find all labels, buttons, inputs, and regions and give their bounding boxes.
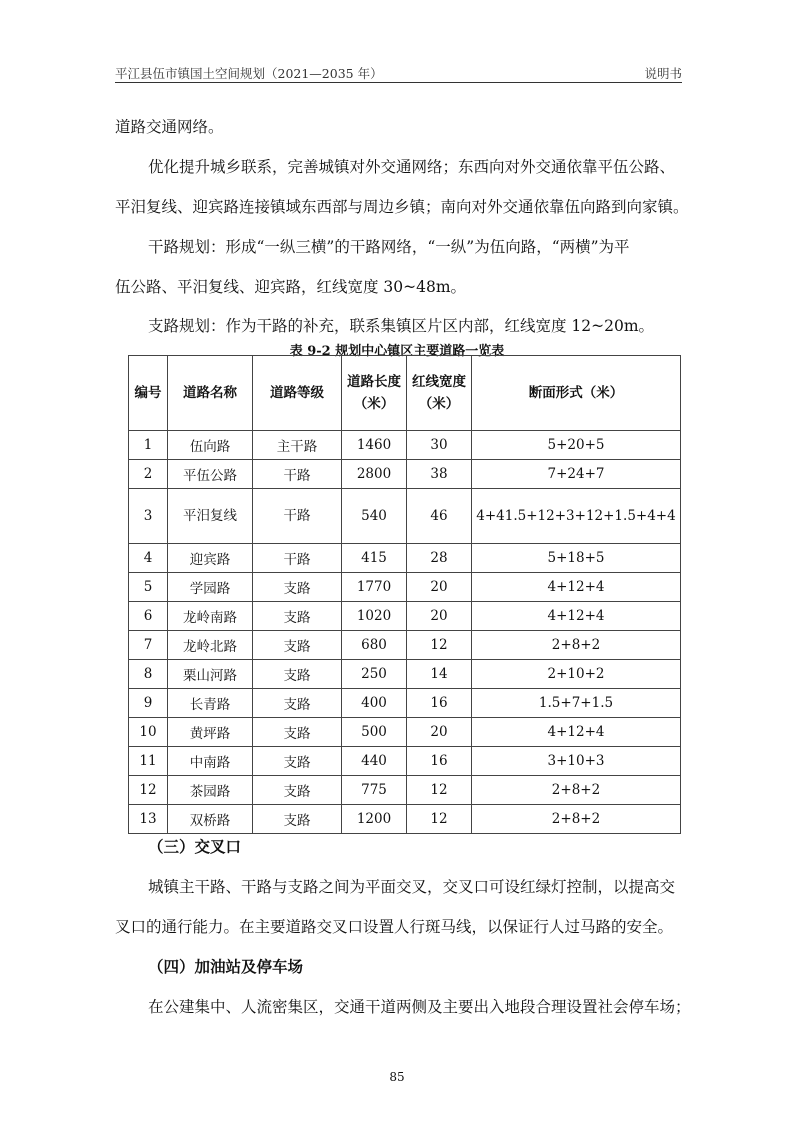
col-header: 编号 (129, 356, 168, 431)
table-cell: 栗山河路 (168, 660, 253, 689)
col-header: 道路等级 (253, 356, 342, 431)
table-cell: 10 (129, 718, 168, 747)
table-cell: 2+8+2 (472, 805, 681, 834)
table-cell: 540 (342, 489, 407, 544)
table-row (129, 431, 681, 460)
table-cell: 1200 (342, 805, 407, 834)
table-row (129, 718, 681, 747)
table-cell: 支路 (253, 602, 342, 631)
table-cell: 2800 (342, 460, 407, 489)
paragraph: 支路规划：作为干路的补充，联系集镇区片区内部，红线宽度 12~20m。 (148, 317, 655, 335)
table-cell: 12 (129, 776, 168, 805)
paragraph: 干路规划：形成“一纵三横”的干路网络，“一纵”为伍向路，“两横”为平 (148, 238, 630, 256)
table-cell: 1.5+7+1.5 (472, 689, 681, 718)
table-row (129, 631, 681, 660)
header-section: 说明书 (644, 66, 682, 81)
table-caption: 表 9-2 规划中心镇区主要道路一览表 (289, 344, 505, 359)
table-cell: 主干路 (253, 431, 342, 460)
table-header-row (129, 356, 681, 431)
table-cell: 学园路 (168, 573, 253, 602)
table-row (129, 747, 681, 776)
table-cell: 20 (407, 573, 472, 602)
page-number: 85 (389, 1070, 405, 1084)
table-cell: 680 (342, 631, 407, 660)
table-cell: 黄坪路 (168, 718, 253, 747)
page-header (115, 60, 682, 83)
table-cell: 500 (342, 718, 407, 747)
table-cell: 7 (129, 631, 168, 660)
table-cell: 250 (342, 660, 407, 689)
table-cell: 13 (129, 805, 168, 834)
col-header: 道路长度（米） (342, 356, 407, 431)
table-row (129, 544, 681, 573)
table-cell: 4+12+4 (472, 573, 681, 602)
table-cell: 20 (407, 718, 472, 747)
table-cell: 5+18+5 (472, 544, 681, 573)
table-cell: 2 (129, 460, 168, 489)
table-cell: 干路 (253, 460, 342, 489)
paragraph: 在公建集中、人流密集区，交通干道两侧及主要出入地段合理设置社会停车场； (148, 998, 691, 1016)
table-cell: 平汨复线 (168, 489, 253, 544)
table-cell: 400 (342, 689, 407, 718)
table-cell: 伍向路 (168, 431, 253, 460)
table-cell: 9 (129, 689, 168, 718)
paragraph: 伍公路、平汨复线、迎宾路，红线宽度 30~48m。 (115, 278, 467, 296)
paragraph: 平汨复线、迎宾路连接镇域东西部与周边乡镇；南向对外交通依靠伍向路到向家镇。 (115, 198, 689, 216)
table-cell: 1770 (342, 573, 407, 602)
table-row (129, 489, 681, 544)
table-cell: 1 (129, 431, 168, 460)
table-cell: 4 (129, 544, 168, 573)
table-cell: 2+8+2 (472, 631, 681, 660)
table-cell: 干路 (253, 544, 342, 573)
table-cell: 5+20+5 (472, 431, 681, 460)
header-title: 平江县伍市镇国土空间规划（2021—2035 年） (115, 66, 383, 81)
table-row (129, 573, 681, 602)
table-cell: 龙岭南路 (168, 602, 253, 631)
paragraph: 优化提升城乡联系，完善城镇对外交通网络；东西向对外交通依靠平伍公路、 (148, 158, 676, 176)
table-cell: 支路 (253, 776, 342, 805)
table-cell: 5 (129, 573, 168, 602)
table-row (129, 660, 681, 689)
table-cell: 1460 (342, 431, 407, 460)
table-cell: 支路 (253, 718, 342, 747)
table-cell: 30 (407, 431, 472, 460)
table-row (129, 776, 681, 805)
table-row (129, 460, 681, 489)
col-header: 红线宽度（米） (407, 356, 472, 431)
table-cell: 3+10+3 (472, 747, 681, 776)
table-cell: 28 (407, 544, 472, 573)
table-cell: 中南路 (168, 747, 253, 776)
table-cell: 46 (407, 489, 472, 544)
table-cell: 长青路 (168, 689, 253, 718)
table-cell: 4+41.5+12+3+12+1.5+4+4 (472, 489, 681, 544)
paragraph: 叉口的通行能力。在主要道路交叉口设置人行斑马线，以保证行人过马路的安全。 (115, 918, 674, 936)
table-cell: 干路 (253, 489, 342, 544)
table-cell: 440 (342, 747, 407, 776)
table-row (129, 602, 681, 631)
paragraph: 道路交通网络。 (115, 118, 224, 136)
section-heading: （四）加油站及停车场 (148, 957, 304, 976)
table-cell: 茶园路 (168, 776, 253, 805)
table-cell: 14 (407, 660, 472, 689)
table-cell: 11 (129, 747, 168, 776)
table-cell: 12 (407, 776, 472, 805)
table-cell: 双桥路 (168, 805, 253, 834)
table-cell: 支路 (253, 689, 342, 718)
table-cell: 20 (407, 602, 472, 631)
table-cell: 2+8+2 (472, 776, 681, 805)
table-cell: 12 (407, 631, 472, 660)
table-cell: 支路 (253, 631, 342, 660)
table-cell: 平伍公路 (168, 460, 253, 489)
table-cell: 2+10+2 (472, 660, 681, 689)
section-heading: （三）交叉口 (148, 837, 242, 856)
table-cell: 龙岭北路 (168, 631, 253, 660)
table-cell: 3 (129, 489, 168, 544)
table-cell: 支路 (253, 805, 342, 834)
table-cell: 支路 (253, 747, 342, 776)
col-header: 断面形式（米） (472, 356, 681, 431)
paragraph: 城镇主干路、干路与支路之间为平面交叉，交叉口可设红绿灯控制，以提高交 (148, 878, 676, 896)
table-cell: 6 (129, 602, 168, 631)
table-cell: 12 (407, 805, 472, 834)
roads-table (128, 355, 681, 834)
table-cell: 4+12+4 (472, 602, 681, 631)
table-cell: 1020 (342, 602, 407, 631)
table-cell: 16 (407, 689, 472, 718)
table-row (129, 689, 681, 718)
table-cell: 38 (407, 460, 472, 489)
table-cell: 7+24+7 (472, 460, 681, 489)
table-cell: 775 (342, 776, 407, 805)
table-cell: 迎宾路 (168, 544, 253, 573)
table-cell: 支路 (253, 573, 342, 602)
table-cell: 415 (342, 544, 407, 573)
table-cell: 16 (407, 747, 472, 776)
col-header: 道路名称 (168, 356, 253, 431)
table-cell: 支路 (253, 660, 342, 689)
table-cell: 8 (129, 660, 168, 689)
table-cell: 4+12+4 (472, 718, 681, 747)
table-row (129, 805, 681, 834)
